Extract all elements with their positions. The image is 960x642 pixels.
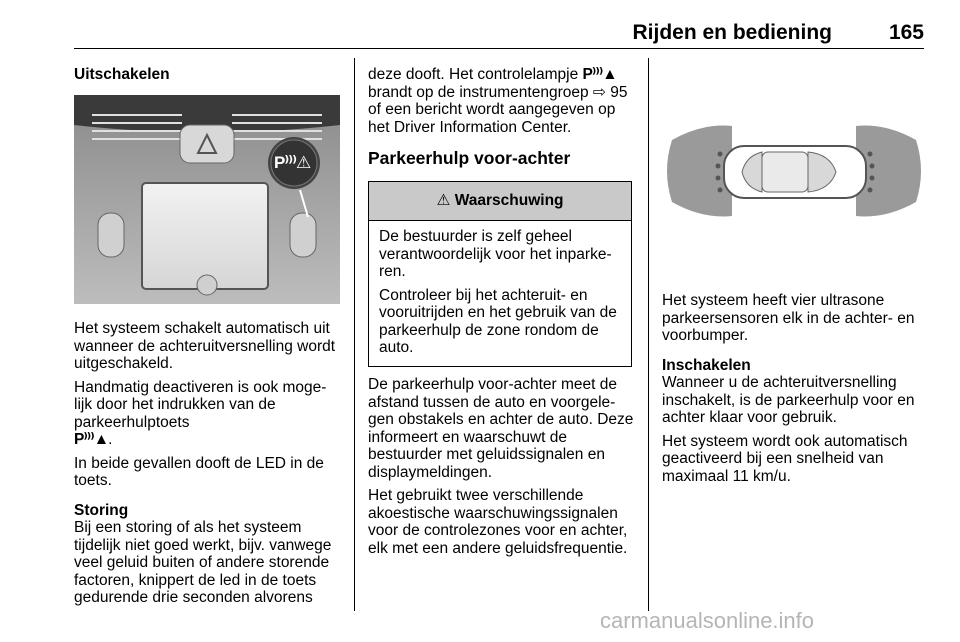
storing-heading: Storing bbox=[74, 501, 129, 519]
page-reference: ⇨ 95 of een bericht wordt aangegeven op het Driver Information Center. bbox=[368, 83, 628, 136]
intro-text: deze dooft. Het controlelampje bbox=[368, 66, 579, 83]
column-2 bbox=[368, 66, 634, 168]
warning-title: Waarschuwing bbox=[454, 192, 564, 209]
parking-assist-icon: P⁾⁾⁾▲ bbox=[582, 66, 617, 83]
paragraph: Het gebruikt twee verschillende akoestische waarschuwingssignalen voor de controlezones voor en achter, elk met een andere geluidsfrequentie. bbox=[368, 487, 628, 557]
inschakelen-text: Wanneer u de achteruitversnelling inschakelt, is de parkeerhulp voor en achter klaar voor gebruik. bbox=[662, 374, 915, 426]
paragraph: Het systeem heeft vier ultrasone parkeersensoren elk in de achter- en voorbumper. bbox=[662, 292, 915, 344]
intro-text: brandt op de instrumentengroep bbox=[368, 83, 589, 101]
warning-box bbox=[368, 181, 632, 367]
column-1 bbox=[74, 66, 340, 84]
paragraph: De parkeerhulp voor-achter meet de afstand tussen de auto en voorgele-gen obstakels en achter de auto. Deze informeert en waarschuwt de bestuurder met geluidssignalen en displaymeldingen. bbox=[368, 376, 634, 481]
paragraph: Het systeem schakelt automatisch uit wanneer de achteruitversnelling wordt uitgeschakeld. bbox=[74, 320, 336, 372]
inschakelen-heading: Inschakelen bbox=[662, 356, 751, 374]
watermark: carmanualsonline.info bbox=[600, 608, 815, 633]
warning-header bbox=[369, 182, 631, 221]
warning-text: Controleer bij het achteruit- en vooruitrijden en het gebruik van de parkeerhulp de zone rondom de auto. bbox=[379, 286, 617, 356]
page-number: 165 bbox=[888, 21, 924, 44]
warning-icon: ⚠ bbox=[436, 192, 451, 209]
uitschakelen-heading: Uitschakelen bbox=[74, 66, 170, 83]
column-divider bbox=[648, 58, 649, 611]
page-header bbox=[74, 18, 924, 49]
column-divider bbox=[354, 58, 355, 611]
paragraph: Handmatig deactiveren is ook moge-lijk door het indrukken van de parkeerhulptoets bbox=[74, 378, 327, 431]
dashboard-photo bbox=[74, 95, 340, 304]
photo-button-label: P⁾⁾⁾⚠ bbox=[274, 153, 311, 172]
warning-text: De bestuurder is zelf geheel verantwoordelijk voor het inparke-ren. bbox=[379, 228, 612, 280]
section-title: Rijden en bediening bbox=[632, 21, 832, 44]
column-2-text bbox=[368, 376, 634, 563]
paragraph: In beide gevallen dooft de LED in de toets. bbox=[74, 454, 324, 489]
parkeerhulp-heading: Parkeerhulp voor-achter bbox=[368, 148, 571, 168]
parking-assist-icon: P⁾⁾⁾▲ bbox=[74, 431, 109, 448]
paragraph: Het systeem wordt ook automatisch geactiveerd bij een snelheid van maximaal 11 km/u. bbox=[662, 432, 908, 485]
storing-text: Bij een storing of als het systeem tijdelijk niet goed werkt, bijv. vanwege veel geluid buiten of andere storende factoren, knippert de led in de toets gedurende drie seconden alvorens bbox=[74, 519, 332, 606]
sensor-zones-illustration bbox=[662, 68, 926, 274]
column-1-text: Het systeem schakelt automatisch uit wanneer de achteruitversnelling wordt uitgeschakeld. Handmatig deactiveren is ook moge-lijk door het indrukken van de parkeerhulptoets P⁾⁾⁾▲. In beide gevallen dooft de LED in de toets. Storing Bij een storing of als het systeem tijdelijk niet goed werkt, bijv. vanwege veel geluid buiten of andere storende factoren, knippert de led in de toets gedurende drie seconden alvorens bbox=[74, 320, 340, 613]
column-3-text bbox=[662, 292, 928, 491]
